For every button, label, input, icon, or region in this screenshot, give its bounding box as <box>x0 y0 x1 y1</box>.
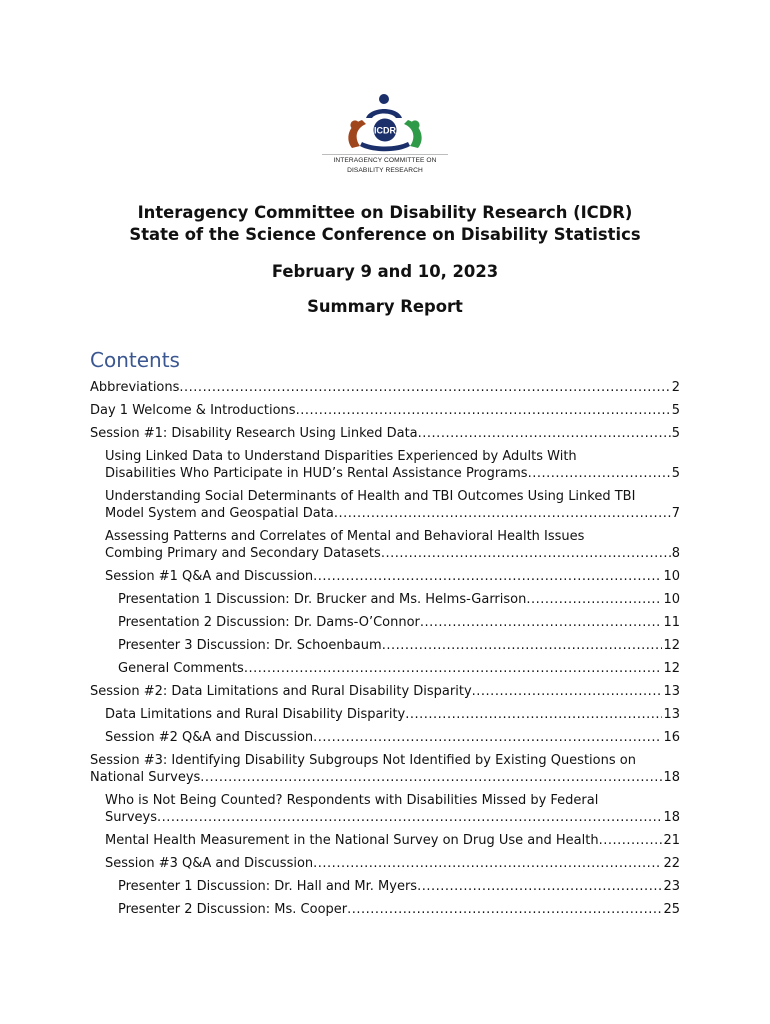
toc-page-number: 5 <box>671 466 680 481</box>
toc-page-number: 16 <box>663 730 680 745</box>
toc-leader-dots <box>313 568 662 585</box>
logo-line-2: DISABILITY RESEARCH <box>347 167 423 174</box>
toc-entry[interactable] <box>105 488 680 522</box>
toc-entry-title: Model System and Geospatial Data <box>105 506 334 521</box>
document-title-line-2: State of the Science Conference on Disability Statistics <box>129 225 641 244</box>
toc-page-number: 18 <box>663 810 680 825</box>
toc-entry[interactable] <box>118 901 680 918</box>
document-report-type: Summary Report <box>307 297 463 316</box>
toc-entry[interactable] <box>105 448 680 482</box>
toc-entry[interactable] <box>118 637 680 654</box>
toc-entry-title: Presentation 1 Discussion: Dr. Brucker and Ms. Helms-Garrison <box>118 592 527 607</box>
toc-entry[interactable] <box>90 379 680 396</box>
toc-page-number: 10 <box>663 569 680 584</box>
toc-leader-dots <box>334 505 671 522</box>
toc-page-number: 18 <box>663 770 680 785</box>
toc-leader-dots <box>200 769 662 786</box>
toc-entry-title: Understanding Social Determinants of Health and TBI Outcomes Using Linked TBI <box>105 489 636 504</box>
toc-entry-title: National Surveys <box>90 770 201 785</box>
toc-page-number: 12 <box>663 661 680 676</box>
toc-page-number: 2 <box>671 380 680 395</box>
toc-page-number: 10 <box>663 592 680 607</box>
toc-leader-dots <box>382 637 663 654</box>
toc-entry[interactable] <box>105 832 680 849</box>
toc-entry-title: Presenter 2 Discussion: Ms. Cooper <box>118 902 348 917</box>
toc-page-number: 12 <box>663 638 680 653</box>
toc-entry-title: Disabilities Who Participate in HUD’s Rental Assistance Programs <box>105 466 528 481</box>
toc-leader-dots <box>347 901 662 918</box>
toc-entry[interactable] <box>105 568 680 585</box>
contents-heading: Contents <box>90 348 180 372</box>
toc-page-number: 7 <box>671 506 680 521</box>
toc-entry-title: General Comments <box>118 661 244 676</box>
toc-page-number: 11 <box>663 615 680 630</box>
toc-entry-title: Session #2: Data Limitations and Rural Disability Disparity <box>90 684 472 699</box>
toc-entry-title: Surveys <box>105 810 157 825</box>
document-title-line-1: Interagency Committee on Disability Research (ICDR) <box>137 203 633 222</box>
toc-page-number: 5 <box>671 403 680 418</box>
toc-leader-dots <box>296 402 671 419</box>
toc-page-number: 5 <box>671 426 680 441</box>
toc-entry-title: Using Linked Data to Understand Disparities Experienced by Adults With <box>105 449 577 464</box>
toc-entry-title: Presentation 2 Discussion: Dr. Dams-O’Connor <box>118 615 420 630</box>
toc-entry[interactable] <box>105 855 680 872</box>
toc-entry-title: Session #3 Q&A and Discussion <box>105 856 314 871</box>
toc-entry-title: Data Limitations and Rural Disability Disparity <box>105 707 406 722</box>
table-of-contents <box>90 373 680 918</box>
toc-entry[interactable] <box>118 591 680 608</box>
toc-entry[interactable] <box>90 402 680 419</box>
toc-page-number: 13 <box>663 684 680 699</box>
toc-leader-dots <box>599 832 663 849</box>
toc-entry-title: Who is Not Being Counted? Respondents with Disabilities Missed by Federal <box>105 793 599 808</box>
toc-entry[interactable] <box>105 706 680 723</box>
toc-page-number: 21 <box>663 833 680 848</box>
toc-page-number: 22 <box>663 856 680 871</box>
toc-leader-dots <box>528 465 671 482</box>
toc-entry[interactable] <box>118 614 680 631</box>
toc-entry[interactable] <box>118 660 680 677</box>
toc-leader-dots <box>381 545 671 562</box>
toc-page-number: 23 <box>663 879 680 894</box>
toc-leader-dots <box>418 425 671 442</box>
toc-entry-title: Presenter 3 Discussion: Dr. Schoenbaum <box>118 638 382 653</box>
toc-entry[interactable] <box>118 878 680 895</box>
icdr-logo-graphic <box>322 90 448 154</box>
document-date: February 9 and 10, 2023 <box>271 262 499 281</box>
logo-badge-text: ICDR <box>374 125 396 136</box>
toc-page-number: 25 <box>663 902 680 917</box>
toc-entry-title: Session #1: Disability Research Using Linked Data <box>90 426 418 441</box>
toc-entry-title: Session #3: Identifying Disability Subgroups Not Identified by Existing Questions on <box>90 753 636 768</box>
toc-entry-title: Session #1 Q&A and Discussion <box>105 569 314 584</box>
toc-leader-dots <box>313 729 662 746</box>
toc-page-number: 13 <box>663 707 680 722</box>
toc-entry[interactable] <box>105 528 680 562</box>
toc-entry[interactable] <box>90 683 680 700</box>
toc-entry[interactable] <box>90 425 680 442</box>
toc-leader-dots <box>472 683 663 700</box>
toc-entry[interactable] <box>105 792 680 826</box>
toc-leader-dots <box>417 878 662 895</box>
toc-leader-dots <box>405 706 662 723</box>
logo-line-1: INTERAGENCY COMMITTEE ON <box>333 157 437 164</box>
toc-page-number: 8 <box>671 546 680 561</box>
toc-leader-dots <box>420 614 663 631</box>
toc-entry-title: Combing Primary and Secondary Datasets <box>105 546 381 561</box>
logo-divider <box>322 154 448 155</box>
toc-entry-title: Presenter 1 Discussion: Dr. Hall and Mr. Myers <box>118 879 418 894</box>
toc-entry-title: Session #2 Q&A and Discussion <box>105 730 314 745</box>
toc-leader-dots <box>179 379 670 396</box>
toc-entry[interactable] <box>90 752 680 786</box>
toc-entry-title: Day 1 Welcome & Introductions <box>90 403 296 418</box>
toc-entry-title: Mental Health Measurement in the National Survey on Drug Use and Health <box>105 833 599 848</box>
toc-entry-title: Abbreviations <box>90 380 180 395</box>
toc-entry-title: Assessing Patterns and Correlates of Mental and Behavioral Health Issues <box>105 529 585 544</box>
toc-leader-dots <box>244 660 663 677</box>
toc-entry[interactable] <box>105 729 680 746</box>
toc-leader-dots <box>526 591 662 608</box>
icdr-logo <box>322 90 448 182</box>
toc-leader-dots <box>313 855 662 872</box>
toc-leader-dots <box>157 809 662 826</box>
